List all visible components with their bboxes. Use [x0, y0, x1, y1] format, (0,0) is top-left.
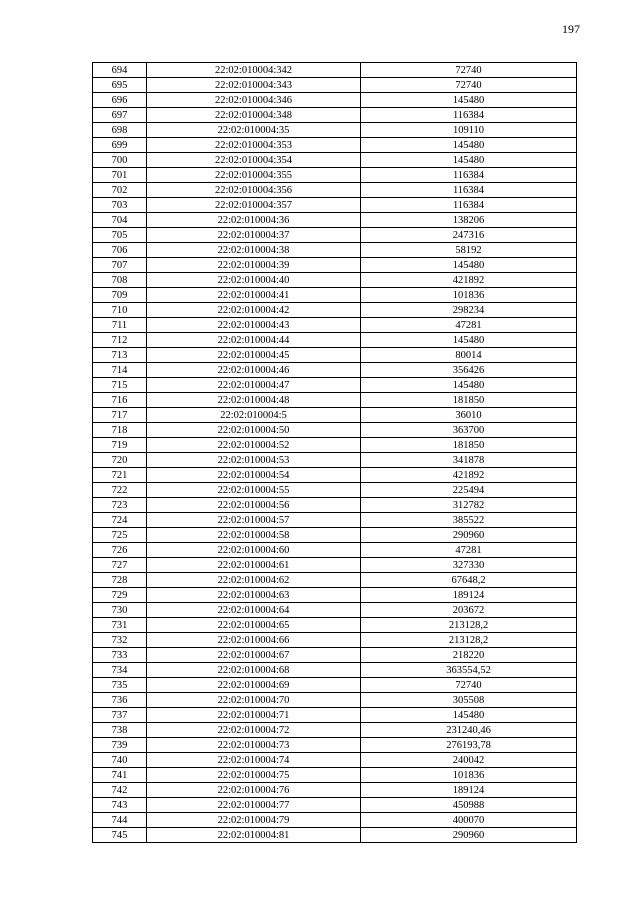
value-cell: 181850	[361, 393, 577, 408]
table-row	[93, 198, 577, 213]
table-row	[93, 408, 577, 423]
row-number-cell: 741	[93, 768, 147, 783]
cadastral-number-cell: 22:02:010004:346	[147, 93, 361, 108]
row-number-cell: 734	[93, 663, 147, 678]
row-number-cell: 699	[93, 138, 147, 153]
row-number-cell: 697	[93, 108, 147, 123]
value-cell: 305508	[361, 693, 577, 708]
row-number-cell: 713	[93, 348, 147, 363]
cadastral-number-cell: 22:02:010004:61	[147, 558, 361, 573]
row-number-cell: 700	[93, 153, 147, 168]
cadastral-number-cell: 22:02:010004:357	[147, 198, 361, 213]
row-number-cell: 730	[93, 603, 147, 618]
table-row	[93, 708, 577, 723]
cadastral-number-cell: 22:02:010004:356	[147, 183, 361, 198]
value-cell: 72740	[361, 63, 577, 78]
table-row	[93, 273, 577, 288]
value-cell: 225494	[361, 483, 577, 498]
row-number-cell: 698	[93, 123, 147, 138]
table-row	[93, 603, 577, 618]
cadastral-number-cell: 22:02:010004:56	[147, 498, 361, 513]
value-cell: 145480	[361, 708, 577, 723]
row-number-cell: 739	[93, 738, 147, 753]
table-row	[93, 813, 577, 828]
table-row	[93, 513, 577, 528]
row-number-cell: 720	[93, 453, 147, 468]
cadastral-number-cell: 22:02:010004:39	[147, 258, 361, 273]
table-row	[93, 333, 577, 348]
value-cell: 356426	[361, 363, 577, 378]
table-row	[93, 648, 577, 663]
cadastral-number-cell: 22:02:010004:52	[147, 438, 361, 453]
value-cell: 72740	[361, 678, 577, 693]
table-row	[93, 528, 577, 543]
value-cell: 72740	[361, 78, 577, 93]
table-row	[93, 633, 577, 648]
row-number-cell: 704	[93, 213, 147, 228]
value-cell: 189124	[361, 783, 577, 798]
value-cell: 290960	[361, 828, 577, 843]
row-number-cell: 707	[93, 258, 147, 273]
value-cell: 385522	[361, 513, 577, 528]
cadastral-number-cell: 22:02:010004:65	[147, 618, 361, 633]
value-cell: 58192	[361, 243, 577, 258]
row-number-cell: 745	[93, 828, 147, 843]
value-cell: 145480	[361, 93, 577, 108]
row-number-cell: 694	[93, 63, 147, 78]
row-number-cell: 711	[93, 318, 147, 333]
row-number-cell: 721	[93, 468, 147, 483]
value-cell: 80014	[361, 348, 577, 363]
table-row	[93, 693, 577, 708]
cadastral-number-cell: 22:02:010004:342	[147, 63, 361, 78]
row-number-cell: 723	[93, 498, 147, 513]
value-cell: 181850	[361, 438, 577, 453]
row-number-cell: 705	[93, 228, 147, 243]
value-cell: 47281	[361, 543, 577, 558]
table-row	[93, 663, 577, 678]
value-cell: 203672	[361, 603, 577, 618]
table-row	[93, 78, 577, 93]
table-row	[93, 453, 577, 468]
value-cell: 189124	[361, 588, 577, 603]
value-cell: 109110	[361, 123, 577, 138]
cadastral-number-cell: 22:02:010004:55	[147, 483, 361, 498]
table-row	[93, 153, 577, 168]
row-number-cell: 728	[93, 573, 147, 588]
table-row	[93, 393, 577, 408]
cadastral-number-cell: 22:02:010004:74	[147, 753, 361, 768]
row-number-cell: 737	[93, 708, 147, 723]
value-cell: 218220	[361, 648, 577, 663]
cadastral-number-cell: 22:02:010004:73	[147, 738, 361, 753]
row-number-cell: 717	[93, 408, 147, 423]
row-number-cell: 706	[93, 243, 147, 258]
data-table	[92, 62, 577, 843]
value-cell: 276193,78	[361, 738, 577, 753]
cadastral-number-cell: 22:02:010004:68	[147, 663, 361, 678]
table-row	[93, 483, 577, 498]
table-row	[93, 783, 577, 798]
table-row	[93, 468, 577, 483]
page-number: 197	[562, 22, 580, 36]
row-number-cell: 726	[93, 543, 147, 558]
row-number-cell: 724	[93, 513, 147, 528]
cadastral-number-cell: 22:02:010004:70	[147, 693, 361, 708]
value-cell: 421892	[361, 468, 577, 483]
row-number-cell: 735	[93, 678, 147, 693]
row-number-cell: 727	[93, 558, 147, 573]
table-row	[93, 543, 577, 558]
table-row	[93, 243, 577, 258]
value-cell: 312782	[361, 498, 577, 513]
cadastral-number-cell: 22:02:010004:42	[147, 303, 361, 318]
value-cell: 363700	[361, 423, 577, 438]
row-number-cell: 725	[93, 528, 147, 543]
cadastral-number-cell: 22:02:010004:57	[147, 513, 361, 528]
cadastral-number-cell: 22:02:010004:58	[147, 528, 361, 543]
row-number-cell: 742	[93, 783, 147, 798]
value-cell: 400070	[361, 813, 577, 828]
cadastral-number-cell: 22:02:010004:64	[147, 603, 361, 618]
value-cell: 116384	[361, 198, 577, 213]
table-row	[93, 828, 577, 843]
row-number-cell: 733	[93, 648, 147, 663]
table-row	[93, 588, 577, 603]
table-row	[93, 123, 577, 138]
table-row	[93, 318, 577, 333]
value-cell: 116384	[361, 168, 577, 183]
cadastral-number-cell: 22:02:010004:50	[147, 423, 361, 438]
table-row	[93, 678, 577, 693]
row-number-cell: 710	[93, 303, 147, 318]
value-cell: 421892	[361, 273, 577, 288]
value-cell: 290960	[361, 528, 577, 543]
table-row	[93, 498, 577, 513]
row-number-cell: 696	[93, 93, 147, 108]
cadastral-number-cell: 22:02:010004:46	[147, 363, 361, 378]
value-cell: 47281	[361, 318, 577, 333]
cadastral-number-cell: 22:02:010004:41	[147, 288, 361, 303]
cadastral-number-cell: 22:02:010004:63	[147, 588, 361, 603]
row-number-cell: 722	[93, 483, 147, 498]
cadastral-number-cell: 22:02:010004:38	[147, 243, 361, 258]
table-row	[93, 348, 577, 363]
row-number-cell: 729	[93, 588, 147, 603]
table-row	[93, 258, 577, 273]
row-number-cell: 716	[93, 393, 147, 408]
value-cell: 138206	[361, 213, 577, 228]
value-cell: 101836	[361, 768, 577, 783]
cadastral-number-cell: 22:02:010004:43	[147, 318, 361, 333]
table-row	[93, 138, 577, 153]
row-number-cell: 743	[93, 798, 147, 813]
table-row	[93, 558, 577, 573]
cadastral-number-cell: 22:02:010004:62	[147, 573, 361, 588]
row-number-cell: 708	[93, 273, 147, 288]
value-cell: 145480	[361, 378, 577, 393]
table-body	[93, 63, 577, 843]
value-cell: 116384	[361, 108, 577, 123]
cadastral-number-cell: 22:02:010004:48	[147, 393, 361, 408]
cadastral-number-cell: 22:02:010004:72	[147, 723, 361, 738]
table-row	[93, 168, 577, 183]
table-row	[93, 183, 577, 198]
cadastral-number-cell: 22:02:010004:79	[147, 813, 361, 828]
cadastral-number-cell: 22:02:010004:53	[147, 453, 361, 468]
row-number-cell: 744	[93, 813, 147, 828]
value-cell: 213128,2	[361, 618, 577, 633]
cadastral-number-cell: 22:02:010004:355	[147, 168, 361, 183]
cadastral-number-cell: 22:02:010004:343	[147, 78, 361, 93]
table-row	[93, 723, 577, 738]
row-number-cell: 736	[93, 693, 147, 708]
row-number-cell: 712	[93, 333, 147, 348]
table-row	[93, 738, 577, 753]
cadastral-number-cell: 22:02:010004:36	[147, 213, 361, 228]
value-cell: 298234	[361, 303, 577, 318]
table-row	[93, 213, 577, 228]
value-cell: 145480	[361, 138, 577, 153]
row-number-cell: 714	[93, 363, 147, 378]
value-cell: 450988	[361, 798, 577, 813]
cadastral-number-cell: 22:02:010004:81	[147, 828, 361, 843]
cadastral-number-cell: 22:02:010004:77	[147, 798, 361, 813]
cadastral-number-cell: 22:02:010004:47	[147, 378, 361, 393]
cadastral-number-cell: 22:02:010004:66	[147, 633, 361, 648]
cadastral-number-cell: 22:02:010004:354	[147, 153, 361, 168]
value-cell: 67648,2	[361, 573, 577, 588]
cadastral-number-cell: 22:02:010004:67	[147, 648, 361, 663]
table-row	[93, 753, 577, 768]
cadastral-number-cell: 22:02:010004:35	[147, 123, 361, 138]
table-row	[93, 108, 577, 123]
row-number-cell: 732	[93, 633, 147, 648]
table-row	[93, 798, 577, 813]
cadastral-number-cell: 22:02:010004:60	[147, 543, 361, 558]
table-row	[93, 228, 577, 243]
table-row	[93, 438, 577, 453]
value-cell: 145480	[361, 258, 577, 273]
cadastral-number-cell: 22:02:010004:37	[147, 228, 361, 243]
row-number-cell: 740	[93, 753, 147, 768]
table-row	[93, 363, 577, 378]
table-row	[93, 93, 577, 108]
value-cell: 247316	[361, 228, 577, 243]
table-row	[93, 768, 577, 783]
row-number-cell: 715	[93, 378, 147, 393]
value-cell: 327330	[361, 558, 577, 573]
cadastral-number-cell: 22:02:010004:76	[147, 783, 361, 798]
row-number-cell: 703	[93, 198, 147, 213]
value-cell: 36010	[361, 408, 577, 423]
table-row	[93, 378, 577, 393]
cadastral-number-cell: 22:02:010004:69	[147, 678, 361, 693]
value-cell: 363554,52	[361, 663, 577, 678]
cadastral-number-cell: 22:02:010004:71	[147, 708, 361, 723]
value-cell: 231240,46	[361, 723, 577, 738]
table-row	[93, 303, 577, 318]
table-row	[93, 288, 577, 303]
table-row	[93, 573, 577, 588]
cadastral-number-cell: 22:02:010004:348	[147, 108, 361, 123]
value-cell: 240042	[361, 753, 577, 768]
table-row	[93, 63, 577, 78]
table-row	[93, 618, 577, 633]
row-number-cell: 709	[93, 288, 147, 303]
cadastral-number-cell: 22:02:010004:75	[147, 768, 361, 783]
cadastral-number-cell: 22:02:010004:45	[147, 348, 361, 363]
cadastral-number-cell: 22:02:010004:54	[147, 468, 361, 483]
row-number-cell: 719	[93, 438, 147, 453]
row-number-cell: 695	[93, 78, 147, 93]
value-cell: 101836	[361, 288, 577, 303]
value-cell: 116384	[361, 183, 577, 198]
cadastral-number-cell: 22:02:010004:353	[147, 138, 361, 153]
row-number-cell: 718	[93, 423, 147, 438]
value-cell: 213128,2	[361, 633, 577, 648]
table-row	[93, 423, 577, 438]
value-cell: 145480	[361, 153, 577, 168]
value-cell: 341878	[361, 453, 577, 468]
cadastral-number-cell: 22:02:010004:44	[147, 333, 361, 348]
row-number-cell: 731	[93, 618, 147, 633]
row-number-cell: 702	[93, 183, 147, 198]
cadastral-number-cell: 22:02:010004:5	[147, 408, 361, 423]
value-cell: 145480	[361, 333, 577, 348]
row-number-cell: 701	[93, 168, 147, 183]
row-number-cell: 738	[93, 723, 147, 738]
cadastral-number-cell: 22:02:010004:40	[147, 273, 361, 288]
